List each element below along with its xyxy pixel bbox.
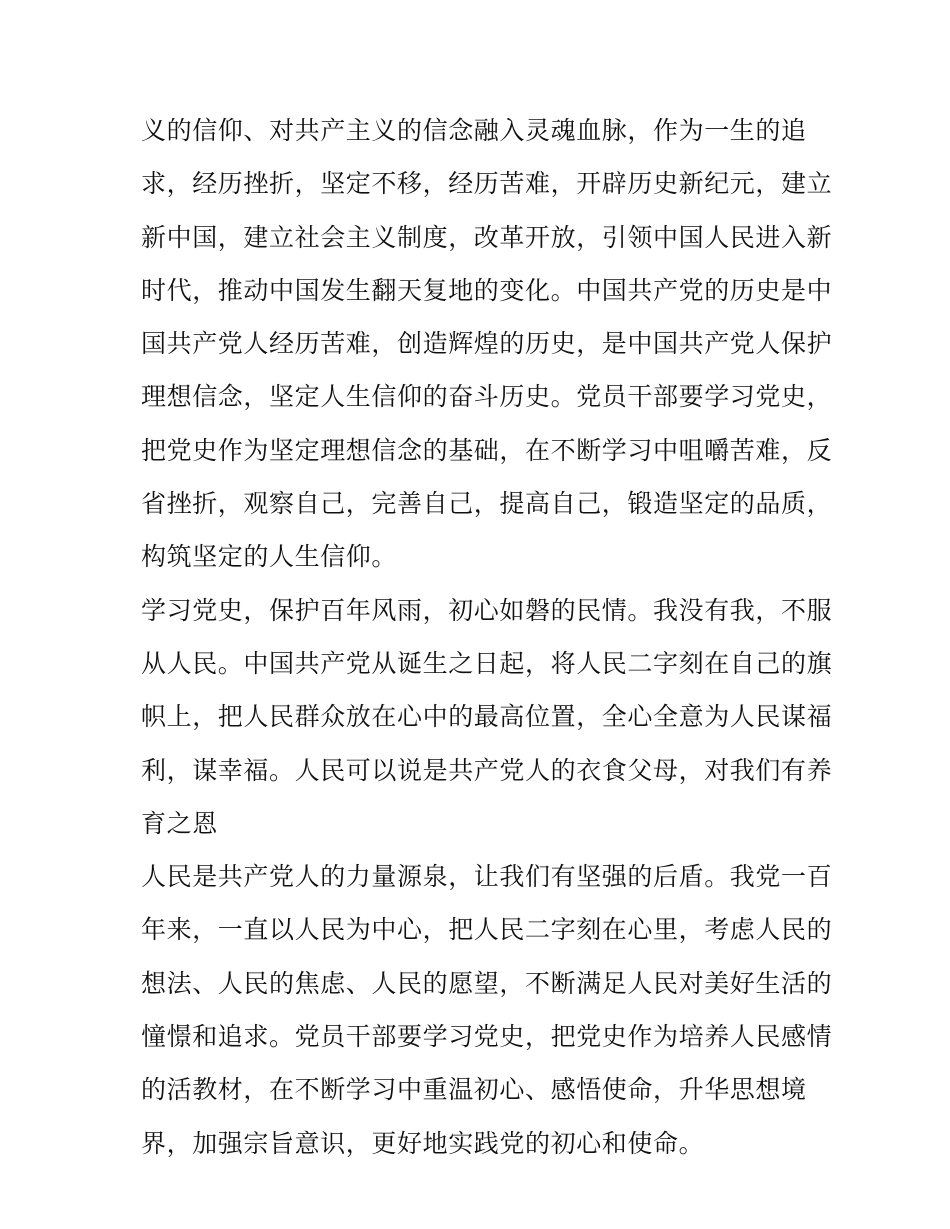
- text-line: 年来，一直以人民为中心，把人民二字刻在心里，考虑人民的: [141, 915, 833, 945]
- text-line: 求，经历挫折，坚定不移，经历苦难，开辟历史新纪元，建立: [141, 169, 833, 199]
- text-line: 把党史作为坚定理想信念的基础，在不断学习中咀嚼苦难，反: [141, 435, 833, 465]
- text-line: 新中国，建立社会主义制度，改革开放，引领中国人民进入新: [141, 222, 833, 252]
- text-line: 的活教材，在不断学习中重温初心、感悟使命，升华思想境: [141, 1075, 807, 1105]
- text-line: 育之恩: [141, 808, 218, 838]
- text-line: 国共产党人经历苦难，创造辉煌的历史，是中国共产党人保护: [141, 329, 833, 359]
- text-line: 利，谋幸福。人民可以说是共产党人的衣食父母，对我们有养: [141, 755, 833, 785]
- text-line: 理想信念，坚定人生信仰的奋斗历史。党员干部要学习党史，: [141, 382, 833, 412]
- text-line: 时代，推动中国发生翻天复地的变化。中国共产党的历史是中: [141, 275, 833, 305]
- text-line: 想法、人民的焦虑、人民的愿望，不断满足人民对美好生活的: [141, 968, 833, 998]
- text-line: 从人民。中国共产党从诞生之日起，将人民二字刻在自己的旗: [141, 648, 833, 678]
- text-line: 人民是共产党人的力量源泉，让我们有坚强的后盾。我党一百: [141, 862, 833, 892]
- text-line: 省挫折，观察自己，完善自己，提高自己，锻造坚定的品质，: [141, 489, 833, 519]
- paragraph-strength: [141, 850, 833, 1170]
- paragraph-ideals: [141, 104, 833, 584]
- text-line: 帜上，把人民群众放在心中的最高位置，全心全意为人民谋福: [141, 702, 833, 732]
- text-line: 学习党史，保护百年风雨，初心如磐的民情。我没有我，不服: [141, 595, 833, 625]
- text-line: 憧憬和追求。党员干部要学习党史，把党史作为培养人民感情: [141, 1022, 833, 1052]
- body-text: [141, 104, 833, 1170]
- text-line: 界，加强宗旨意识，更好地实践党的初心和使命。: [141, 1128, 705, 1158]
- text-line: 构筑坚定的人生信仰。: [141, 542, 398, 572]
- text-line: 义的信仰、对共产主义的信念融入灵魂血脉，作为一生的追: [141, 116, 807, 145]
- paragraph-people: [141, 584, 833, 850]
